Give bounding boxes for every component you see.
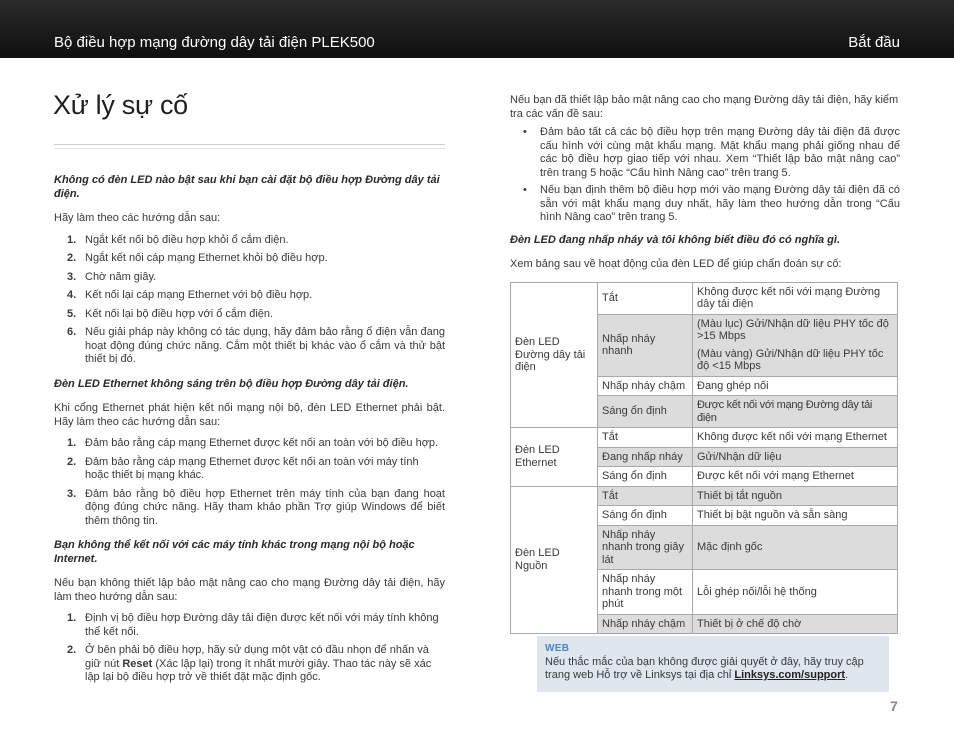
list-item: 2. Ngắt kết nối cáp mạng Ethernet khỏi bộ điều hợp. [67, 252, 328, 264]
section-heading: Đèn LED đang nhấp nháy và tôi không biết điều đó có nghĩa gì. [510, 233, 841, 246]
list-item: 3. Chờ năm giây. [67, 270, 157, 283]
header-bar [0, 0, 954, 58]
table-cell: (Màu vàng) Gửi/Nhận dữ liệu PHY tốc độ <15 Mbps [693, 344, 898, 377]
table-cell: Nhấp nháy chậm [598, 376, 693, 396]
list-item: • Nếu bạn định thêm bộ điều hợp mới vào mạng Đường dây tải điện đã có sẵn với mật khẩu mạng duy nhất, hãy làm theo hướng dẫn trong “Cấu hình Nâng cao” trên trang 5. [523, 184, 900, 223]
table-cell: Thiết bị tắt nguồn [693, 486, 898, 506]
paragraph: Khi cổng Ethernet phát hiện kết nối mạng nội bộ, đèn LED Ethernet phải bật. Hãy làm theo các hướng dẫn sau: [54, 402, 445, 428]
paragraph: Xem bảng sau về hoạt động của đèn LED để giúp chẩn đoán sự cố: [510, 258, 842, 270]
table-row [511, 486, 898, 506]
list-item: 4. Kết nối lại cáp mạng Ethernet với bộ điều hợp. [67, 289, 313, 301]
table-cell: Tắt [598, 486, 693, 506]
table-cell: Đèn LED Đường dây tải điện [511, 282, 598, 428]
list-item: 2. Ở bên phải bộ điều hợp, hãy sử dụng một vật có đầu nhọn để nhấn và giữ nút Reset (Xác lập lại) trong ít nhất mười giây. Thao tác này sẽ xác lập lại bộ điều hợp trở về thiết đặt mặc định gốc. [67, 644, 432, 683]
table-cell: Nhấp nháy chậm [598, 614, 693, 634]
table-cell: Thiết bị ở chế độ chờ [693, 614, 898, 634]
list-item: 1. Đảm bảo rằng cáp mạng Ethernet được kết nối an toàn với bộ điều hợp. [67, 437, 439, 449]
list-item: 3. Đảm bảo rằng bộ điều hợp Ethernet trên máy tính của bạn đang hoạt động đúng chức năng. Hãy tham khảo phần Trợ giúp Windows để biết thêm thông tin. [67, 487, 445, 527]
web-note-text: Nếu thắc mắc của bạn không được giải quyết ở đây, hãy truy cập trang web Hỗ trợ về Linksys tại địa chỉ Linksys.com/support. [545, 655, 864, 681]
table-cell: Gửi/Nhận dữ liệu [693, 447, 898, 467]
section-heading: Không có đèn LED nào bật sau khi bạn cài đặt bộ điều hợp Đường dây tải điện. [54, 174, 440, 200]
paragraph: Nếu bạn không thiết lập bảo mật nâng cao cho mạng Đường dây tải điện, hãy làm theo hướng dẫn sau: [54, 577, 445, 603]
table-cell: Tắt [598, 428, 693, 448]
list-item: • Đảm bảo tất cả các bộ điều hợp trên mạng Đường dây tải điện đã được cấu hình với cùng mật khẩu mạng. Mật khẩu mạng phải giống nhau để các bộ điều hợp giao tiếp với nhau. Xem “Thiết lập bảo mật nâng cao” trên trang 5 hoặc “Cấu hình Nâng cao” trên trang 5. [523, 126, 900, 179]
section-name: Bắt đầu [848, 34, 900, 51]
table-cell: Không được kết nối với mạng Ethernet [693, 428, 898, 448]
right-column [510, 94, 900, 634]
table-cell: Tắt [598, 282, 693, 314]
table-row [511, 282, 898, 314]
table-cell: Được kết nối với mạng Đường dây tải điện [693, 396, 898, 428]
section-heading: Bạn không thể kết nối với các máy tính khác trong mạng nội bộ hoặc Internet. [54, 539, 415, 565]
section-heading: Đèn LED Ethernet không sáng trên bộ điều hợp Đường dây tải điện. [54, 377, 409, 390]
table-cell: Đèn LED Ethernet [511, 428, 598, 487]
table-cell: Mặc định gốc [693, 525, 898, 570]
steps-list [54, 612, 445, 685]
table-cell: Đang nhấp nháy [598, 447, 693, 467]
divider [54, 144, 445, 145]
bullet-list [510, 126, 900, 225]
list-item: 1. Định vị bộ điều hợp Đường dây tải điện được kết nối với máy tính không thể kết nối. [67, 612, 439, 638]
table-cell: Được kết nối với mạng Ethernet [693, 467, 898, 487]
document-title: Bộ điều hợp mạng đường dây tải điện PLEK500 [54, 34, 375, 51]
divider [54, 148, 445, 149]
paragraph: Nếu bạn đã thiết lập bảo mật nâng cao cho mạng Đường dây tải điện, hãy kiểm tra các vấn đề sau: [510, 94, 899, 120]
table-cell: Nhấp nháy nhanh [598, 314, 693, 376]
table-cell: Đang ghép nối [693, 376, 898, 396]
table-cell: Sáng ổn định [598, 506, 693, 526]
steps-list [54, 234, 445, 367]
led-table [510, 282, 898, 635]
table-cell: Thiết bị bật nguồn và sẵn sàng [693, 506, 898, 526]
web-label: WEB [545, 643, 570, 654]
list-item: 2. Đảm bảo rằng cáp mạng Ethernet được kết nối an toàn với máy tính hoặc thiết bị mạng khác. [67, 455, 419, 481]
table-cell: Sáng ổn định [598, 467, 693, 487]
paragraph: Hãy làm theo các hướng dẫn sau: [54, 212, 221, 224]
table-cell: (Màu lục) Gửi/Nhận dữ liệu PHY tốc độ >15 Mbps [693, 314, 898, 344]
page-title: Xử lý sự cố [53, 90, 188, 120]
list-item: 5. Kết nối lại bộ điều hợp với ổ cắm điện. [67, 307, 274, 320]
support-link[interactable]: Linksys.com/support [734, 669, 846, 681]
table-cell: Lỗi ghép nối/lỗi hệ thống [693, 570, 898, 615]
table-cell: Đèn LED Nguồn [511, 486, 598, 634]
left-column [54, 174, 445, 690]
list-item: 6. Nếu giải pháp này không có tác dụng, hãy đảm bảo rằng ổ điện vẫn đang hoạt động đúng chức năng. Cắm một thiết bị khác vào ổ cắm và thử bật thiết bị đó. [67, 326, 445, 365]
table-cell: Không được kết nối với mạng Đường dây tải điện [693, 282, 898, 314]
table-cell: Nhấp nháy nhanh trong giây lát [598, 525, 693, 570]
page-number: 7 [890, 698, 898, 714]
steps-list [54, 437, 445, 528]
table-row [511, 428, 898, 448]
web-note-box [537, 636, 889, 692]
list-item: 1. Ngắt kết nối bộ điều hợp khỏi ổ cắm điện. [67, 233, 289, 246]
table-cell: Sáng ổn định [598, 396, 693, 428]
table-cell: Nhấp nháy nhanh trong một phút [598, 570, 693, 615]
